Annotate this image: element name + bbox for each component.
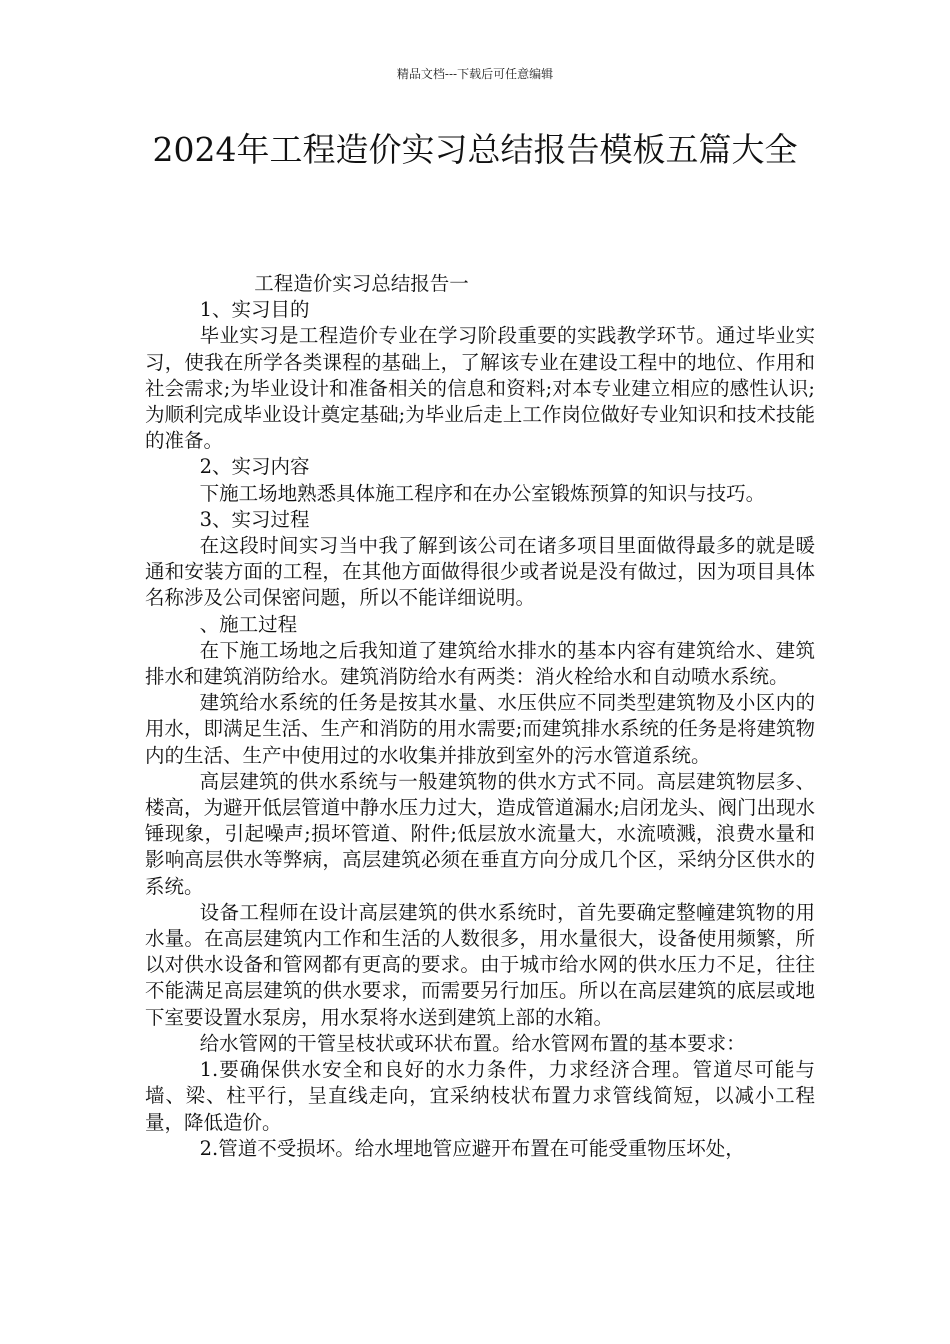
- header-note: 精品文档---下载后可任意编辑: [396, 67, 554, 81]
- section-heading-content: 2、实习内容: [199, 455, 310, 479]
- paragraph-purpose: 毕业实习是工程造价专业在学习阶段重要的实践教学环节。通过毕业实习，使我在所学各类课程的基础上，了解该专业在建设工程中的地位、作用和社会需求;为毕业设计和准备相关的信息和资料;对本专业建立相应的感性认识;为顺利完成毕业设计奠定基础;为毕业后走上工作岗位做好专业知识和技术技能的准备。: [145, 324, 815, 453]
- paragraph-pipe-network: 给水管网的干管呈枝状或环状布置。给水管网布置的基本要求：: [199, 1031, 746, 1055]
- document-title: 2024年工程造价实习总结报告模板五篇大全: [152, 130, 798, 169]
- section-heading-process: 3、实习过程: [199, 507, 310, 531]
- document-body: [145, 271, 815, 1162]
- paragraph-high-rise-supply: 高层建筑的供水系统与一般建筑物的供水方式不同。高层建筑物层多、楼高，为避开低层管道中静水压力过大，造成管道漏水;启闭龙头、阀门出现水锤现象，引起噪声;损坏管道、附件;低层放水流量大，水流喷溅，浪费水量和影响高层供水等弊病，高层建筑必须在垂直方向分成几个区，采纳分区供水的系统。: [145, 769, 815, 898]
- paragraph-requirement-1: 1.要确保供水安全和良好的水力条件，力求经济合理。管道尽可能与墙、梁、柱平行，呈直线走向，宜采纳枝状布置力求管线简短，以减小工程量，降低造价。: [145, 1058, 815, 1134]
- paragraph-requirement-2: 2.管道不受损坏。给水埋地管应避开布置在可能受重物压坏处，: [199, 1136, 745, 1160]
- paragraph-water-supply-basics: 在下施工场地之后我知道了建筑给水排水的基本内容有建筑给水、建筑排水和建筑消防给水。建筑消防给水有两类：消火栓给水和自动喷水系统。: [145, 638, 815, 689]
- paragraph-process: 在这段时间实习当中我了解到该公司在诸多项目里面做得最多的就是暖通和安装方面的工程，在其他方面做得很少或者说是没有做过，因为项目具体名称涉及公司保密问题，所以不能详细说明。: [145, 534, 815, 610]
- paragraph-water-supply-tasks: 建筑给水系统的任务是按其水量、水压供应不同类型建筑物及小区内的用水，即满足生活、生产和消防的用水需要;而建筑排水系统的任务是将建筑物内的生活、生产中使用过的水收集并排放到室外的污水管道系统。: [145, 691, 815, 767]
- paragraph-equipment-engineer: 设备工程师在设计高层建筑的供水系统时，首先要确定整幢建筑物的用水量。在高层建筑内工作和生活的人数很多，用水量很大，设备使用频繁，所以对供水设备和管网都有更高的要求。由于城市给水网的供水压力不足，往往不能满足高层建筑的供水要求，而需要另行加压。所以在高层建筑的底层或地下室要设置水泵房，用水泵将水送到建筑上部的水箱。: [145, 900, 815, 1029]
- section-heading-purpose: 1、实习目的: [199, 298, 310, 322]
- section-heading-construction: 、施工过程: [199, 612, 298, 636]
- report-subtitle: 工程造价实习总结报告一: [254, 272, 469, 295]
- paragraph-content: 下施工场地熟悉具体施工程序和在办公室锻炼预算的知识与技巧。: [199, 481, 766, 505]
